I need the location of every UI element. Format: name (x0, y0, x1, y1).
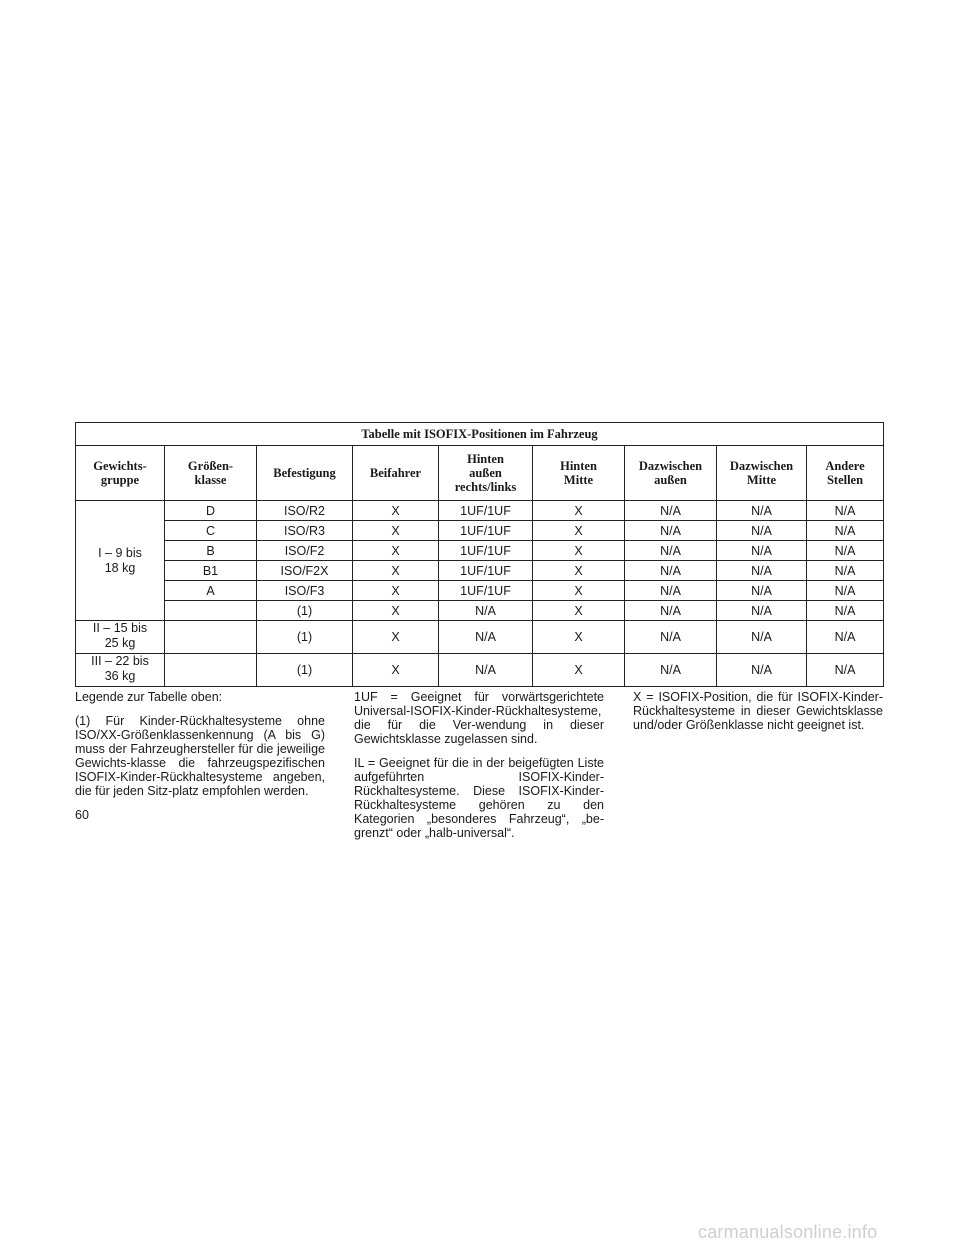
table-cell: X (533, 501, 625, 521)
table-cell: N/A (807, 581, 884, 601)
table-header-row (76, 446, 884, 501)
table-cell: N/A (717, 621, 807, 654)
table-row (76, 654, 884, 687)
column-header: Größen- klasse (165, 446, 257, 501)
table-cell: A (165, 581, 257, 601)
table-row (76, 561, 884, 581)
table-cell: X (353, 501, 439, 521)
table-cell (165, 654, 257, 687)
table-cell: C (165, 521, 257, 541)
legend-section (75, 690, 883, 850)
column-header: Befestigung (257, 446, 353, 501)
table-cell: N/A (717, 521, 807, 541)
column-header: Hinten außen rechts/links (439, 446, 533, 501)
table-cell: N/A (717, 501, 807, 521)
table-cell: N/A (625, 541, 717, 561)
legend-column-2 (354, 690, 604, 850)
table-cell: X (533, 601, 625, 621)
legend-column-1 (75, 690, 325, 850)
table-row (76, 521, 884, 541)
table-cell: 1UF/1UF (439, 581, 533, 601)
table-cell: N/A (439, 601, 533, 621)
table-cell: N/A (439, 654, 533, 687)
table-cell: N/A (625, 521, 717, 541)
table-cell: N/A (807, 501, 884, 521)
table-cell: N/A (625, 501, 717, 521)
table-cell: 1UF/1UF (439, 561, 533, 581)
table-cell: X (353, 561, 439, 581)
table-cell: ISO/R3 (257, 521, 353, 541)
column-header: Dazwischen außen (625, 446, 717, 501)
table-row (76, 541, 884, 561)
table-cell: N/A (807, 654, 884, 687)
table-cell: N/A (439, 621, 533, 654)
table-cell: ISO/F2X (257, 561, 353, 581)
table-cell: X (353, 521, 439, 541)
table-cell: 1UF/1UF (439, 541, 533, 561)
table-cell: X (533, 561, 625, 581)
weight-group-cell: III – 22 bis 36 kg (76, 654, 165, 687)
table-cell: X (533, 581, 625, 601)
table-cell: (1) (257, 601, 353, 621)
table-cell: B (165, 541, 257, 561)
column-header: Andere Stellen (807, 446, 884, 501)
table-row (76, 501, 884, 521)
table-cell: 1UF/1UF (439, 501, 533, 521)
column-header: Dazwischen Mitte (717, 446, 807, 501)
page-number: 60 (75, 808, 89, 822)
table-cell: ISO/F2 (257, 541, 353, 561)
isofix-positions-table (75, 422, 884, 687)
table-cell: X (353, 654, 439, 687)
table-cell: 1UF/1UF (439, 521, 533, 541)
column-header: Hinten Mitte (533, 446, 625, 501)
column-header: Beifahrer (353, 446, 439, 501)
table-cell: N/A (807, 601, 884, 621)
table-row (76, 581, 884, 601)
table-cell: ISO/F3 (257, 581, 353, 601)
legend-note-1: (1) Für Kinder-Rückhaltesysteme ohne ISO/XX-Größenklassenkennung (A bis G) muss der Fahrzeughersteller für die jeweilige Gewichts-klasse die fahrzeugspezifischen ISOFIX-Kinder-Rückhaltesysteme angeben, die für jeden Sitz-platz empfohlen werden. (75, 714, 325, 798)
table-body (76, 501, 884, 687)
table-cell: X (533, 521, 625, 541)
table-row (76, 621, 884, 654)
table-cell: N/A (625, 654, 717, 687)
table-cell: N/A (717, 654, 807, 687)
table-cell: N/A (807, 561, 884, 581)
table-cell: N/A (625, 601, 717, 621)
table-cell: N/A (717, 581, 807, 601)
table-cell: X (353, 581, 439, 601)
table-cell: B1 (165, 561, 257, 581)
table-cell: N/A (717, 541, 807, 561)
weight-group-cell: I – 9 bis 18 kg (76, 501, 165, 621)
watermark: carmanualsonline.info (698, 1222, 878, 1242)
table-cell: X (533, 654, 625, 687)
table-cell: X (353, 541, 439, 561)
column-header: Gewichts- gruppe (76, 446, 165, 501)
table-cell: D (165, 501, 257, 521)
table-cell: N/A (625, 581, 717, 601)
legend-note-il: IL = Geeignet für die in der beigefügten Liste aufgeführten ISOFIX-Kinder-Rückhaltesysteme. Diese ISOFIX-Kinder-Rückhaltesysteme gehören zu den Kategorien „besonderes Fahrzeug“, „be-grenzt“ oder „halb-universal“. (354, 756, 604, 840)
legend-note-1uf: 1UF = Geeignet für vorwärtsgerichtete Universal-ISOFIX-Kinder-Rückhaltesysteme, die für die Ver-wendung in dieser Gewichtsklasse zugelassen sind. (354, 690, 604, 746)
table-cell: N/A (807, 621, 884, 654)
legend-note-x: X = ISOFIX-Position, die für ISOFIX-Kinder-Rückhaltesysteme in dieser Gewichtsklasse und/oder Größenklasse nicht geeignet ist. (633, 690, 883, 732)
table-cell: X (353, 621, 439, 654)
table-cell: (1) (257, 654, 353, 687)
table-cell (165, 601, 257, 621)
table-cell: N/A (717, 561, 807, 581)
weight-group-cell: II – 15 bis 25 kg (76, 621, 165, 654)
table-cell: N/A (807, 541, 884, 561)
legend-column-3 (633, 690, 883, 850)
table-cell: N/A (807, 521, 884, 541)
table-cell: X (533, 621, 625, 654)
legend-title: Legende zur Tabelle oben: (75, 690, 223, 704)
table-cell: (1) (257, 621, 353, 654)
table-cell: ISO/R2 (257, 501, 353, 521)
isofix-table-container (75, 422, 883, 687)
table-row (76, 601, 884, 621)
table-cell (165, 621, 257, 654)
table-cell: X (353, 601, 439, 621)
table-cell: X (533, 541, 625, 561)
table-caption: Tabelle mit ISOFIX-Positionen im Fahrzeug (76, 423, 884, 446)
table-cell: N/A (625, 621, 717, 654)
table-cell: N/A (625, 561, 717, 581)
table-cell: N/A (717, 601, 807, 621)
